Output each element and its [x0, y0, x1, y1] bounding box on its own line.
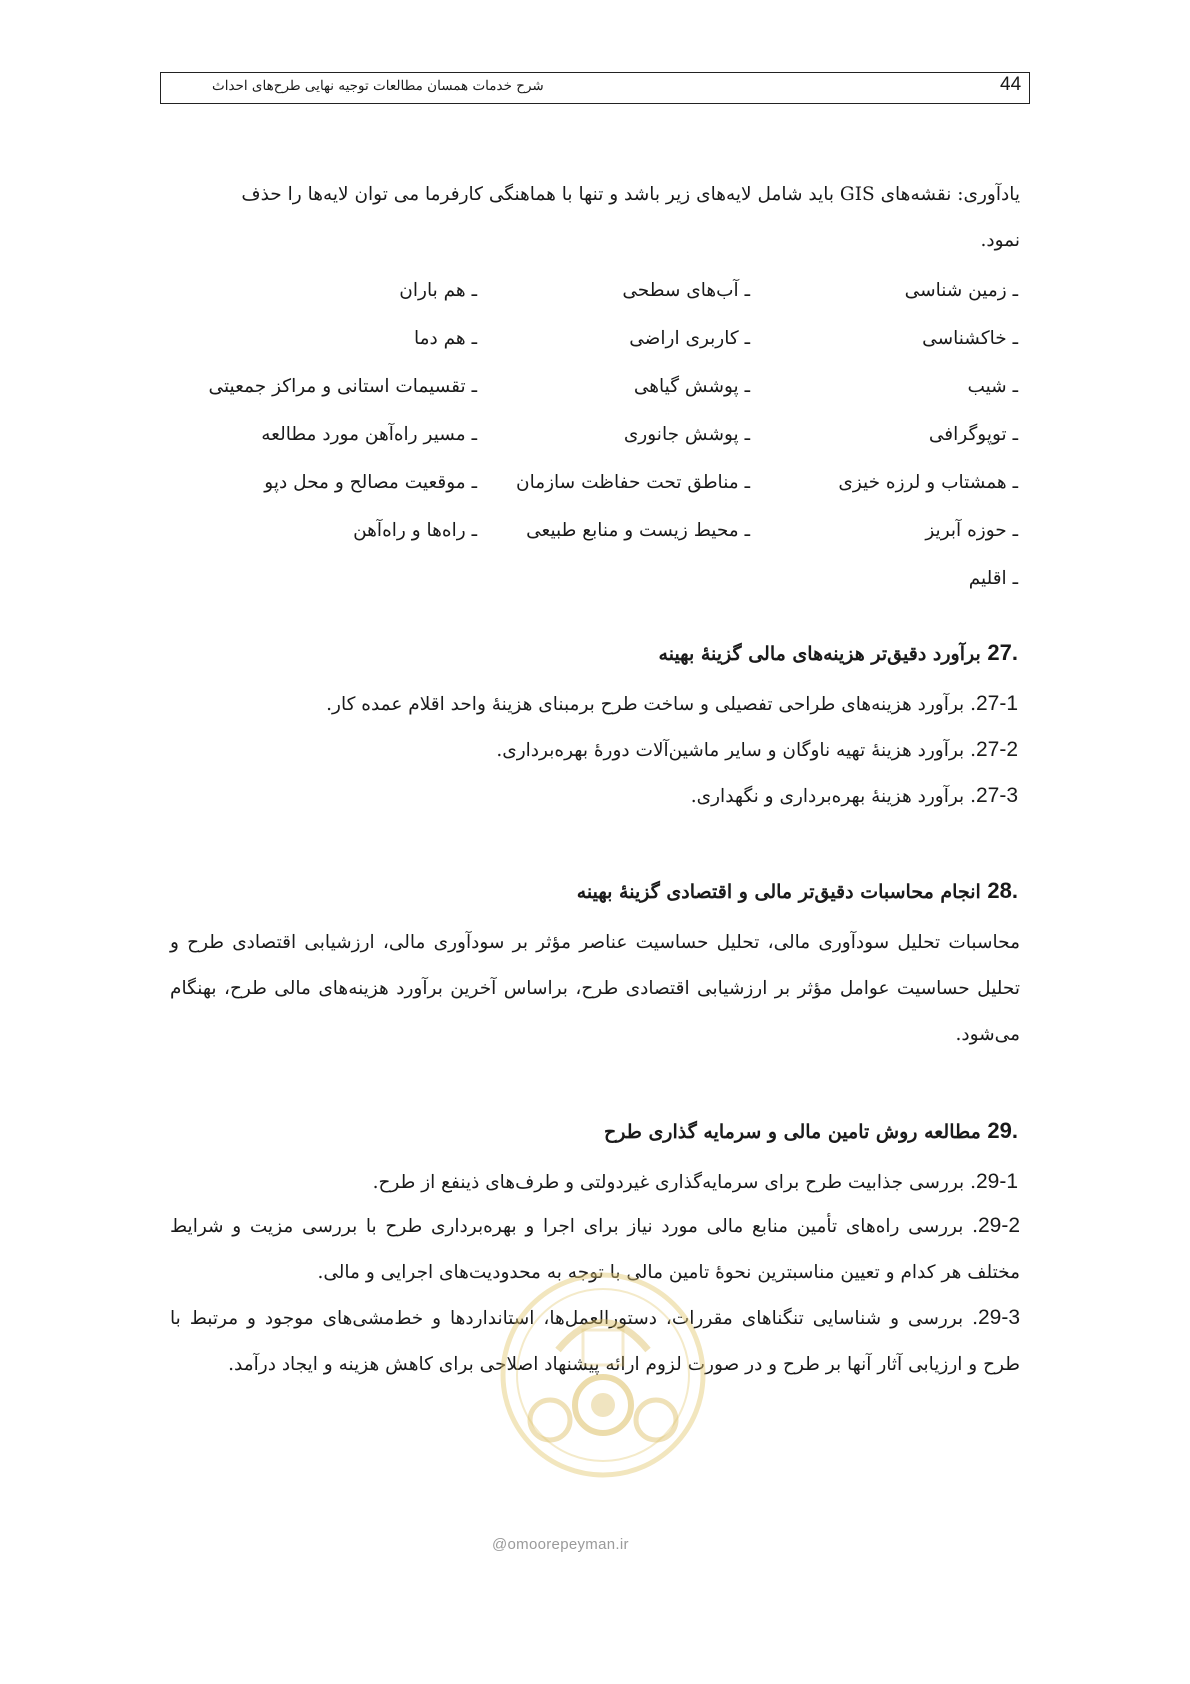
- layer-item: ـ حوزه آبریز: [925, 520, 1018, 541]
- section-27-item: [496, 738, 1018, 762]
- section-title: مطالعه روش تامین مالی و سرمایه گذاری طرح: [603, 1121, 981, 1143]
- item-text: . بررسی جذابیت طرح برای سرمایه‌گذاری غیردولتی و طرف‌های ذینفع از طرح.: [372, 1172, 976, 1193]
- layers-column-left: [209, 267, 477, 555]
- layer-item: ـ شیب: [967, 376, 1018, 397]
- note-line-1: یادآوری: نقشه‌های GIS باید شامل لایه‌های زیر باشد و تنها با هماهنگی کارفرما می توان لایه‌ها را حذف: [241, 184, 1020, 205]
- layer-item: ـ محیط زیست و منابع طبیعی: [526, 520, 750, 541]
- layer-item: ـ آب‌های سطحی: [622, 280, 750, 301]
- layer-item: ـ خاکشناسی: [922, 328, 1018, 349]
- watermark-url: @omoorepeyman.ir: [492, 1536, 629, 1553]
- section-27-heading: [659, 640, 1018, 666]
- layer-item: ـ پوشش گیاهی: [633, 376, 750, 397]
- layers-column-right: [838, 267, 1018, 603]
- item-number: 29-1: [975, 1170, 1018, 1193]
- section-number: 27.: [987, 640, 1018, 665]
- item-text: . برآورد هزینۀ تهیه ناوگان و سایر ماشین‌آلات دورۀ بهره‌برداری.: [496, 740, 976, 761]
- layer-item: ـ هم باران: [399, 280, 477, 301]
- item-number: 27-2: [975, 738, 1018, 761]
- section-number: 28.: [987, 878, 1018, 903]
- section-number: 29.: [987, 1118, 1018, 1143]
- section-title: انجام محاسبات دقیق‌تر مالی و اقتصادی گزینۀ بهینه: [576, 881, 981, 903]
- layer-item: ـ تقسیمات استانی و مراکز جمعیتی: [208, 376, 477, 397]
- section-title: برآورد دقیق‌تر هزینه‌های مالی گزینۀ بهینه: [658, 643, 981, 665]
- section-28-heading: [577, 878, 1018, 904]
- section-29-heading: [604, 1118, 1018, 1144]
- layer-item: ـ اقلیم: [968, 568, 1018, 589]
- layer-item: ـ توپوگرافی: [928, 424, 1018, 445]
- watermark-logo: [488, 1255, 718, 1485]
- layer-item: ـ کاربری اراضی: [629, 328, 750, 349]
- layer-item: ـ مسیر راه‌آهن مورد مطالعه: [261, 424, 477, 445]
- layer-item: ـ هم دما: [413, 328, 477, 349]
- note-paragraph: [170, 172, 1020, 218]
- layer-item: ـ زمین شناسی: [904, 280, 1018, 301]
- section-27-item: [691, 784, 1018, 808]
- layer-item: ـ پوشش جانوری: [623, 424, 750, 445]
- section-29-item: [373, 1170, 1018, 1194]
- layers-column-middle: [516, 267, 750, 555]
- section-27-item: [326, 692, 1018, 716]
- item-number: 29-2: [977, 1214, 1020, 1237]
- item-number: 29-3: [977, 1306, 1020, 1329]
- item-number: 27-1: [975, 692, 1018, 715]
- item-text: . برآورد هزینه‌های طراحی تفصیلی و ساخت طرح برمبنای هزینۀ واحد اقلام عمده کار.: [326, 694, 976, 715]
- item-text: . برآورد هزینۀ بهره‌برداری و نگهداری.: [690, 786, 976, 807]
- header-title: شرح خدمات همسان مطالعات توجیه نهایی طرح‌های احداث: [212, 78, 544, 94]
- item-text: . بررسی راه‌های تأمین منابع مالی مورد نیاز برای اجرا و بهره‌برداری طرح با بررسی مزیت و شرایط مختلف هر کدام و تعیین مناسبترین نحوۀ تامین مالی با توجه به محدودیت‌های اجرایی و مالی.: [170, 1216, 1020, 1283]
- item-number: 27-3: [975, 784, 1018, 807]
- page-number: 44: [1000, 74, 1022, 95]
- note-line-2: نمود.: [980, 230, 1020, 251]
- layer-item: ـ مناطق تحت حفاظت سازمان: [515, 472, 750, 493]
- layer-item: ـ موقعیت مصالح و محل دپو: [264, 472, 477, 493]
- layer-item: ـ راه‌ها و راه‌آهن: [353, 520, 477, 541]
- item-text: . بررسی و شناسایی تنگناهای مقررات، دستورالعمل‌ها، استانداردها و خط‌مشی‌های موجود و مرتبط با طرح و ارزیابی آثار آنها بر طرح و در صورت لزوم ارائه پیشنهاد اصلاحی برای کاهش هزینه و ایجاد درآمد.: [170, 1308, 1020, 1375]
- section-28-paragraph: محاسبات تحلیل سودآوری مالی، تحلیل حساسیت عناصر مؤثر بر سودآوری مالی، ارزشیابی اقتصادی طرح و تحلیل حساسیت عوامل مؤثر بر ارزشیابی اقتصادی طرح، براساس آخرین برآورد هزینه‌های مالی طرح، بهنگام می‌شود.: [170, 932, 1020, 1045]
- layer-item: ـ همشتاب و لرزه خیزی: [838, 472, 1018, 493]
